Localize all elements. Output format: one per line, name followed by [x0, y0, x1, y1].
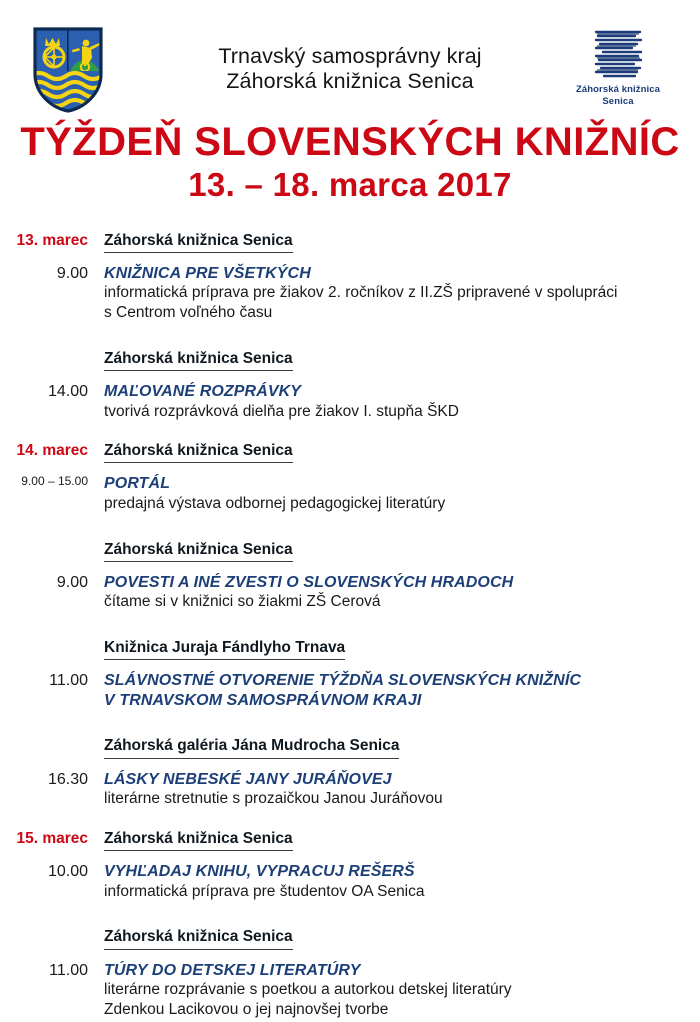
- venue-column: [104, 441, 686, 463]
- event-title-line: TÚRY DO DETSKEJ LITERATÚRY: [104, 961, 361, 979]
- event-column: [104, 382, 686, 421]
- venue-row: [0, 231, 686, 253]
- poster-title-block: [0, 122, 700, 205]
- event-row: [0, 671, 686, 712]
- event-column: [104, 573, 686, 612]
- library-logo: [564, 28, 672, 107]
- date-column: [0, 231, 104, 250]
- event-description-line: s Centrom voľného času: [104, 304, 273, 322]
- event-title-line: VYHĽADAJ KNIHU, VYPRACUJ REŠERŠ: [104, 863, 415, 881]
- time-column: [0, 671, 104, 692]
- poster-title: TÝŽDEŇ SLOVENSKÝCH KNIŽNÍC: [20, 120, 680, 164]
- day-spacer: [0, 817, 686, 829]
- venue-row: [0, 540, 686, 562]
- event-description-line: čítame si v knižnici so žiakmi ZŠ Cerová: [104, 593, 381, 611]
- event-row: [0, 474, 686, 515]
- event-row: [0, 770, 686, 811]
- event-column: [104, 264, 686, 323]
- venue-name: Záhorská galéria Jána Mudrocha Senica: [104, 736, 399, 758]
- venue-name: Záhorská knižnica Senica: [104, 441, 293, 463]
- event-title-line: POVESTI A INÉ ZVESTI O SLOVENSKÝCH HRADOCH: [104, 573, 514, 591]
- event-spacer: [0, 903, 686, 927]
- event-time: 10.00: [47, 863, 88, 881]
- time-column: [0, 961, 104, 982]
- event-column: [104, 770, 686, 809]
- event-title-line: KNIŽNICA PRE VŠETKÝCH: [104, 264, 311, 282]
- event-row: [0, 264, 686, 325]
- date-column: [0, 441, 104, 460]
- event-column: [104, 474, 686, 513]
- org-title-library: Záhorská knižnica Senica: [226, 69, 474, 94]
- event-row: [0, 862, 686, 903]
- venue-row: [0, 638, 686, 660]
- venue-column: [104, 540, 686, 562]
- event-description-line: informatická príprava pre žiakov 2. ročníkov z II.ZŠ pripravené v spolupráci: [104, 284, 618, 302]
- event-time: 11.00: [49, 672, 88, 690]
- library-book-mark-icon: [591, 28, 645, 80]
- event-title-line: LÁSKY NEBESKÉ JANY JURÁŇOVEJ: [104, 770, 392, 788]
- event-column: [104, 671, 686, 710]
- venue-column: [104, 349, 686, 371]
- day-spacer: [0, 429, 686, 441]
- event-spacer: [0, 325, 686, 349]
- event-description-line: tvorivá rozprávková dielňa pre žiakov I. stupňa ŠKD: [104, 402, 459, 420]
- event-spacer: [0, 516, 686, 540]
- date-label: 15. marec: [16, 829, 88, 847]
- event-description-line: literárne stretnutie s prozaičkou Janou Juráňovou: [104, 790, 443, 808]
- event-description-line: literárne rozprávanie s poetkou a autorkou detskej literatúry: [104, 981, 512, 999]
- poster-dates: 13. – 18. marca 2017: [188, 165, 512, 203]
- event-row: [0, 382, 686, 423]
- event-spacer: [0, 712, 686, 736]
- time-column: [0, 382, 104, 403]
- program-day: [0, 829, 686, 1022]
- venue-row: [0, 829, 686, 851]
- date-label: 14. marec: [16, 442, 88, 460]
- venue-column: [104, 927, 686, 949]
- venue-column: [104, 829, 686, 851]
- event-time: 9.00 – 15.00: [21, 474, 88, 489]
- venue-column: [104, 736, 686, 758]
- time-column: [0, 474, 104, 490]
- event-title-line: SLÁVNOSTNÉ OTVORENIE TÝŽDŇA SLOVENSKÝCH KNIŽNÍC: [104, 672, 582, 690]
- event-time: 9.00: [56, 264, 88, 282]
- library-logo-line-2: Senica: [602, 95, 634, 107]
- event-description-line: Zdenkou Lacikovou o jej najnovšej tvorbe: [104, 1000, 389, 1018]
- venue-name: Záhorská knižnica Senica: [104, 927, 293, 949]
- program-day: [0, 231, 686, 424]
- event-row: [0, 573, 686, 614]
- time-column: [0, 573, 104, 594]
- event-spacer: [0, 614, 686, 638]
- venue-name: Záhorská knižnica Senica: [104, 540, 293, 562]
- venue-row: [0, 736, 686, 758]
- venue-name: Záhorská knižnica Senica: [104, 829, 293, 851]
- event-time: 14.00: [47, 382, 88, 400]
- venue-name: Záhorská knižnica Senica: [104, 231, 293, 253]
- event-title-line: PORTÁL: [104, 475, 171, 493]
- program-day: [0, 441, 686, 811]
- event-row: [0, 961, 686, 1022]
- event-time: 9.00: [56, 573, 88, 591]
- time-column: [0, 264, 104, 285]
- event-title-line: V TRNAVSKOM SAMOSPRÁVNOM KRAJI: [104, 691, 422, 709]
- event-column: [104, 862, 686, 901]
- venue-row: [0, 927, 686, 949]
- date-column: [0, 829, 104, 848]
- time-column: [0, 862, 104, 883]
- event-description-line: informatická príprava pre študentov OA Senica: [104, 882, 425, 900]
- page-header: [0, 0, 700, 118]
- time-column: [0, 770, 104, 791]
- org-title-region: Trnavský samosprávny kraj: [218, 44, 482, 68]
- program-list: [0, 231, 700, 1022]
- event-description-line: predajná výstava odbornej pedagogickej literatúry: [104, 494, 446, 512]
- date-label: 13. marec: [16, 231, 88, 249]
- venue-row: [0, 441, 686, 463]
- venue-name: Knižnica Juraja Fándlyho Trnava: [104, 638, 345, 660]
- venue-name: Záhorská knižnica Senica: [104, 349, 293, 371]
- event-title-line: MAĽOVANÉ ROZPRÁVKY: [104, 382, 302, 400]
- event-column: [104, 961, 686, 1020]
- event-time: 16.30: [47, 770, 88, 788]
- venue-column: [104, 231, 686, 253]
- event-time: 11.00: [49, 961, 88, 979]
- venue-row: [0, 349, 686, 371]
- library-logo-line-1: Záhorská knižnica: [575, 84, 661, 95]
- venue-column: [104, 638, 686, 660]
